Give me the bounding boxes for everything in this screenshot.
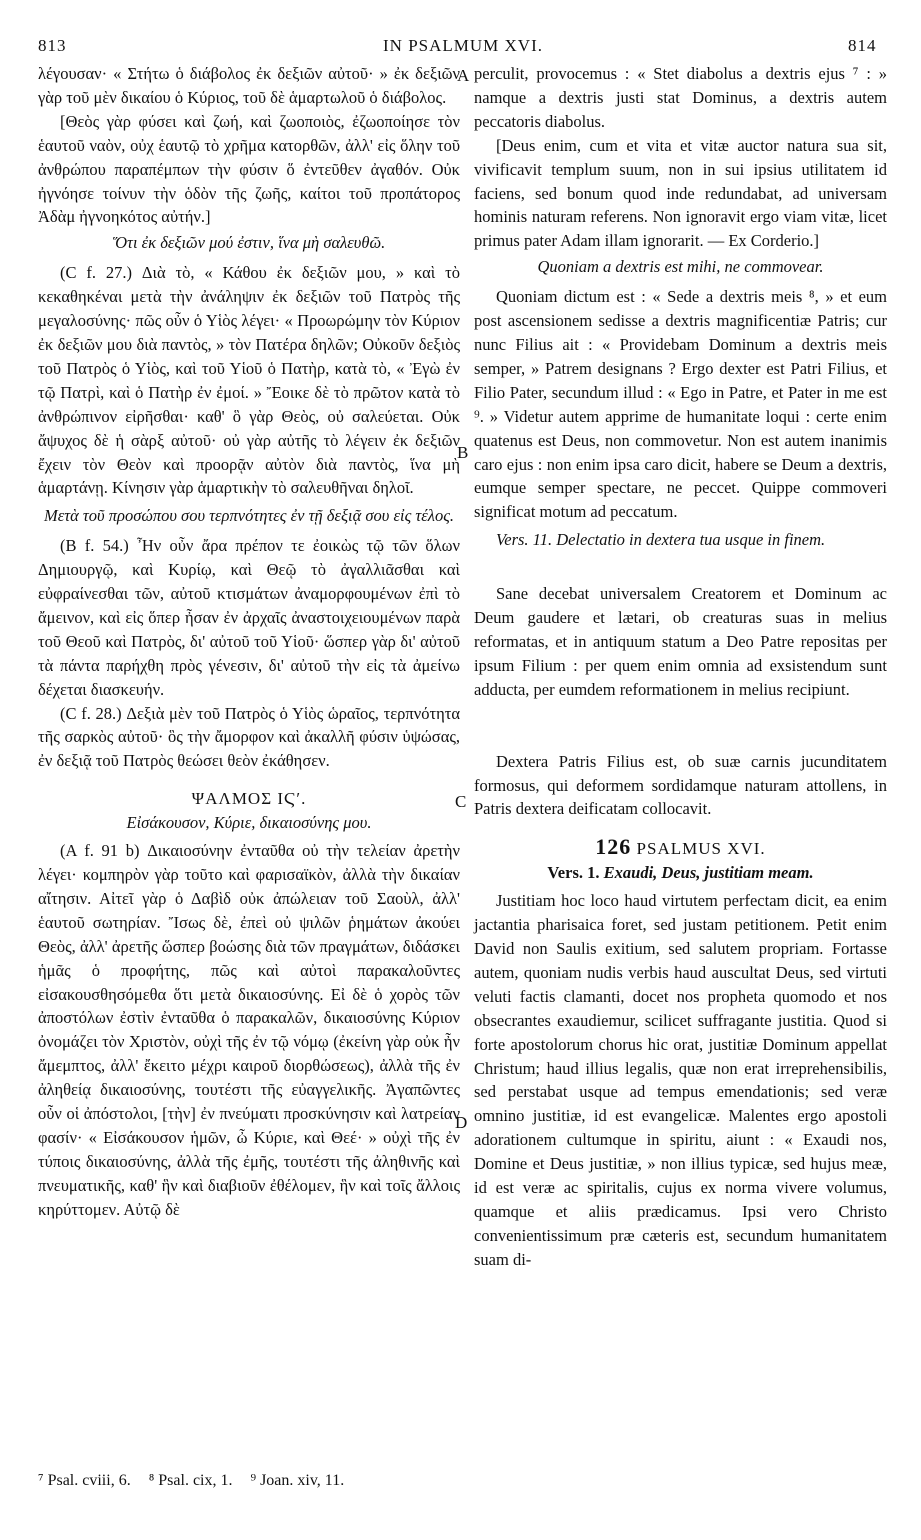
footnotes (38, 1472, 468, 1490)
latin-verse-heading-3 (474, 861, 887, 885)
page-number-left: 813 (38, 36, 67, 55)
margin-letter-c: C (455, 792, 467, 811)
verse-label: Vers. 1. (547, 863, 600, 883)
footnote-7: ⁷ Psal. cviii, 6. (38, 1472, 131, 1489)
running-title: IN PSALMUM XVI. (383, 36, 543, 55)
latin-paragraph-6: Justitiam hoc loco haud virtutem perfectam dicit, ea enim jactantia pharisaica foret, sed justam petitionem. Petit enim David non Saulis exitium, sed salutem propriam. Fortasse autem, quoniam nudis verbis haud auscultat Deus, sed virtuti veluti factis clamanti, docet nos propheta quomodo et nos obsecrantes exaudiemur, scilicet suffragante justitia. Quod si forte apostolorum chorus hic orat, justitiæ Dominum appellat Christum; haud illius legalis, quæ non erat irreprehensibilis, sed perstabat usque ad tempus emendationis; sed veræ omnino justitiæ, id est evangelicæ. Malentes ergo apostoli adorationem cultumque in spiritu, aiunt : « Exaudi nos, Domine et Deus justitiæ, » non illius typicæ, sed hujus meæ, id est veræ ac spiritalis, cujus ex norma vivere volumus, quamque et aliis prædicamus. Ipsi vero Christo convenientissimum præ cæteris est, secundum humanitatem suam di- (474, 891, 887, 1269)
latin-paragraph-3: Quoniam dictum est : « Sede a dextris meis ⁸, » et eum post ascensionem sedisse a dextris magnificentiæ Patris; cur nunc Filius ait : « Providebam Dominum a dextris meis semper, » Patrem designans ? Ergo dexter est Patri Filius, et Filio Pater, secundum illud : « Ego in Patre, et Pater in me est ⁹. » Videtur autem apprime de humanitate loqui : certe enim quatenus est Deus, non commovetur. Non est autem inanimis caro ejus : non enim ipsa caro dicit, habere se Deum a dextris, eumque semper spectare, ne peccet. Quippe commoveri significat motum ad peccatum. (474, 287, 887, 522)
greek-psalm-title: ΨΑΛΜΟΣ ΙϚʹ. (191, 789, 307, 809)
greek-paragraph-5: (C f. 28.) Δεξιὰ μὲν τοῦ Πατρὸς ὁ Υἱὸς ὡραῖος, τερπνότητα τῆς σαρκὸς αὐτοῦ· ὃς τὴν ἄμορφον καὶ ἀκαλλῆ φύσιν ὑψώσας, ἐν δεξιᾷ τοῦ Πατρὸς θεώσει θεὸν ἐκάθησεν. (38, 703, 460, 771)
verse-text: Exaudi, Deus, justitiam meam. (603, 863, 814, 883)
latin-verse-heading-1: Quoniam a dextris est mihi, ne commovear. (537, 257, 824, 277)
latin-paragraph-2: [Deus enim, cum et vita et vitæ auctor natura sua sit, vivificavit templum suum, non in sui ipsius utilitatem id faciens, sed bonum quod inde redundabat, ad universam hominis naturam referens. Non ignoravit ergo viam vitæ, licet primus pater Adam illam ignorarit. — Ex Corderio.] (474, 135, 887, 251)
latin-paragraph-1: perculit, provocemus : « Stet diabolus a dextris ejus ⁷ : » namque a dextris justi stat Dominus, a dextris autem peccatoris diabolus. (474, 64, 887, 131)
psalm-number: 126 (595, 834, 632, 860)
greek-verse-heading-2: Μετὰ τοῦ προσώπου σου τερπνότητες ἐν τῇ δεξιᾷ σου εἰς τέλος. (43, 506, 455, 526)
page-number-right: 814 (848, 36, 877, 55)
greek-paragraph-1: λέγουσαν· « Στήτω ὁ διάβολος ἐκ δεξιῶν αὐτοῦ· » ἐκ δεξιῶν γὰρ τοῦ μὲν δικαίου ὁ Κύριος, τοῦ δὲ ἁμαρτωλοῦ ὁ διάβολος. (38, 64, 460, 107)
margin-letter-b: B (457, 443, 469, 462)
greek-verse-heading-1: Ὅτι ἐκ δεξιῶν μού ἐστιν, ἵνα μὴ σαλευθῶ. (112, 233, 386, 253)
footnote-9: ⁹ Joan. xiv, 11. (250, 1472, 345, 1489)
latin-paragraph-5: Dextera Patris Filius est, ob suæ carnis jucunditatem formosus, qui deformem sordidamque naturam attollens, in Patris dextera deificatam collocavit. (474, 751, 887, 819)
latin-psalm-title: PSALMUS XVI. (636, 839, 766, 859)
greek-verse-heading-3: Εἰσάκουσον, Κύριε, δικαιοσύνης μου. (126, 813, 372, 833)
greek-paragraph-4: (B f. 54.) Ἦν οὖν ἄρα πρέπον τε ἐοικὼς τῷ τῶν ὅλων Δημιουργῷ, καὶ Κυρίῳ, καὶ Θεῷ τὸ ἀγαλλιᾶσθαι καὶ εὐφραίνεσθαι τῶν, αὐτοῦ κτισμάτων ἀναμορφουμένων ἐπὶ τὸ ἄμεινον, καὶ εἰς ὅπερ ἦσαν ἐν ἀρχαῖς ἀναστοιχειουμένων παρὰ τοῦ Θεοῦ καὶ Πατρὸς, δι' αὐτοῦ τοῦ Υἱοῦ· ὥσπερ γὰρ δι' αὐτοῦ τὰ πάντα παρήχθη πρὸς γένεσιν, δι' αὐτοῦ τὴν εἰς τὰ ἀμείνω δέχεται διασκευήν. (38, 536, 460, 699)
margin-letter-a: A (457, 66, 470, 85)
greek-column (38, 62, 460, 1222)
footnote-8: ⁸ Psal. cix, 1. (148, 1472, 233, 1489)
latin-verse-heading-2: Vers. 11. Delectatio in dextera tua usque in finem. (496, 530, 826, 550)
greek-paragraph-2: [Θεὸς γὰρ φύσει καὶ ζωή, καὶ ζωοποιὸς, ἐζωοποίησε τὸν ἑαυτοῦ ναὸν, οὐχ ἑαυτῷ τὸ χρῆμα κατορθῶν, ἀλλ' εἰς ὅλην τοῦ ἀνθρώπου παραπέμπων τὴν φύσιν ὅ ἐντεῦθεν ἀγαθόν. Οὐκ ἠγνόησε τοίνυν τὴν ὁδὸν τῆς ζωῆς, καίτοι τοῦ προπάτορος Ἀδὰμ ἠγνοηκότος αὐτήν.] (38, 111, 460, 227)
latin-column (474, 62, 887, 1272)
greek-paragraph-6: (A f. 91 b) Δικαιοσύνην ἐνταῦθα οὐ τὴν τελείαν ἀρετὴν λέγει· κομπηρὸν γὰρ τοῦτο καὶ φαρισαϊκὸν, ἀλλὰ τὴν δικαίαν αἴτησιν. Αἰτεῖ γὰρ ὁ Δαβὶδ οὐκ ἀπώλειαν τοῦ Σαοὺλ, ἀλλ' ἑαυτοῦ σωτηρίαν. Ἴσως δὲ, ἐπεὶ οὐ ψιλῶν ῥημάτων ἀκούει Θεὸς, ἀλλ' ἀρετῆς ὥσπερ βοώσης διὰ τῶν πραγμάτων, διδάσκει ἡμᾶς ὁ προφήτης, πῶς καὶ αὐτοὶ παρακαλοῦντες εἰσακουσθησόμεθα ὅτι μετὰ δικαιοσύνης. Εἰ δὲ ὁ χορὸς τῶν ἀποστόλων ἐστὶν ἐνταῦθα ὁ παρακαλῶν, δικαιοσύνης Κύριον ὀνομάζει τὸν Χριστὸν, οὐχὶ τῆς ἐν τῷ νόμῳ (ἐκείνη γὰρ οὐκ ἦν ἄμεμπτος, ἀλλ' ἔκειτο μέχρι καιροῦ διορθώσεως), ἀλλὰ τῆς ἐν ἀληθείᾳ δικαιοσύνης, τουτέστι τῆς εὐαγγελικῆς. Ἀγαπῶντες οὖν οἱ ἀπόστολοι, [τὴν] ἐν πνεύματι προσκύνησιν καὶ λατρείαν φασίν· « Εἰσάκουσον ἡμῶν, ὦ Κύριε, καὶ Θεέ· » οὐχὶ τῆς ἐν τύποις δικαιοσύνης, ἀλλὰ τῆς ἐμῆς, τουτέστι τῆς ἀληθινῆς καὶ πνευματικῆς, καθ' ἣν καὶ διαβιοῦν ἐθέλομεν, ἣν καὶ τοῖς ἄλλοις κηρύττομεν. Αὐτῷ δὲ (38, 841, 460, 1219)
latin-paragraph-4: Sane decebat universalem Creatorem et Dominum ac Deum gaudere et lætari, ob creaturas suas in melius reformatas, et in antiquum statum a Deo Patre repositas per ipsum Filium : per quem enim omnia ad exsistendum sunt adducta, per eumdem reformationem in melius recipiunt. (474, 584, 887, 699)
margin-letter-d: D (455, 1113, 468, 1132)
latin-psalm-heading (474, 835, 887, 861)
greek-paragraph-3: (C f. 27.) Διὰ τὸ, « Κάθου ἐκ δεξιῶν μου, » καὶ τὸ κεκαθηκέναι μετὰ τὴν ἀνάληψιν ἐκ δεξιῶν τοῦ Πατρὸς τῆς μεγαλοσύνης· πῶς οὖν ὁ Υἱὸς λέγει· « Προωρώμην τὸν Κύριον ἐκ δεξιῶν μου διὰ παντὸς, » τὸν Πατέρα δηλῶν; Οὐκοῦν δεξιὸς τοῦ Πατρὸς ὁ Υἱὸς, καὶ τοῦ Υἱοῦ ὁ Πατὴρ, κατὰ τὸ, « Ἐγὼ ἐν τῷ Πατρὶ, καὶ ὁ Πατὴρ ἐν ἐμοί. » Ἔοικε δὲ τὸ πρῶτον κατὰ τὸ ἀνθρώπινον εἰρῆσθαι· καθ' ὃ γὰρ Θεὸς, οὐ σαλεύεται. Οὐκ ἄψυχος δὲ ἡ σὰρξ αὐτοῦ· οὐ γὰρ αὐτῆς τὸ λέγειν ἐκ δεξιῶν ἔχειν τὸν Θεὸν καὶ προορᾷν αὐτὸν διὰ παντὸς, ἵνα μὴ ἁμαρτάνῃ. Κίνησιν γὰρ ἁμαρτικὴν τὸ σαλευθῆναι δηλοῖ. (38, 263, 460, 498)
